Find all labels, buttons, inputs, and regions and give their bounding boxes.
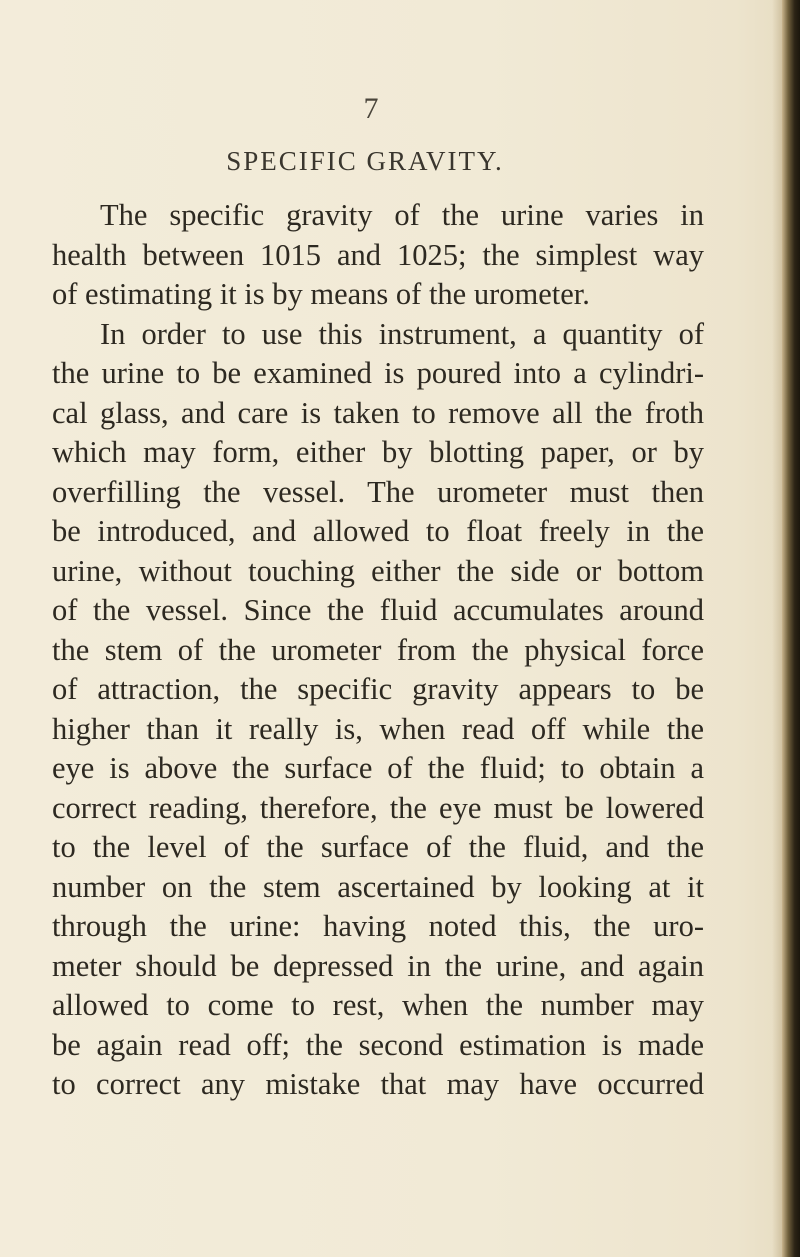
text-line: number on the stem ascertained by looking at it (52, 869, 704, 904)
text-line: correct reading, therefore, the eye must be lowered (52, 790, 704, 825)
text-line: cal glass, and care is taken to remove all the froth (52, 395, 704, 430)
text-line: to the level of the surface of the fluid, and the (52, 830, 704, 864)
text-line: through the urine: having noted this, the uro- (52, 909, 704, 943)
text-line: of the vessel. Since the fluid accumulates around (52, 593, 704, 627)
text-line: the stem of the urometer from the physical force (52, 632, 704, 667)
text-line: higher than it really is, when read off while the (52, 711, 704, 746)
text-line: of attraction, the specific gravity appears to be (52, 672, 704, 706)
page-number: 7 (363, 92, 379, 125)
text-line: urine, without touching either the side or bottom (52, 553, 704, 588)
text-line: The specific gravity of the urine varies in (100, 198, 704, 232)
text-line: eye is above the surface of the fluid; to obtain a (52, 751, 704, 785)
text-line: of estimating it is by means of the urometer. (52, 277, 590, 311)
text-line: be introduced, and allowed to float freely in the (52, 514, 704, 548)
text-line: allowed to come to rest, when the number may (52, 988, 704, 1022)
text-line: to correct any mistake that may have occurred (52, 1067, 704, 1101)
text-line: the urine to be examined is poured into a cylindri- (52, 356, 704, 390)
text-line: health between 1015 and 1025; the simplest way (52, 237, 704, 272)
book-binding (782, 0, 800, 1257)
text-line: overfilling the vessel. The urometer must then (52, 474, 704, 509)
text-line: which may form, either by blotting paper, or by (52, 435, 704, 469)
page-heading: SPECIFIC GRAVITY. (226, 146, 504, 176)
page-edge-shadow (772, 0, 782, 1257)
text-line: meter should be depressed in the urine, and again (52, 948, 704, 983)
text-line: In order to use this instrument, a quantity of (100, 316, 704, 351)
text-line: be again read off; the second estimation is made (52, 1027, 704, 1062)
body-text (52, 196, 704, 1105)
